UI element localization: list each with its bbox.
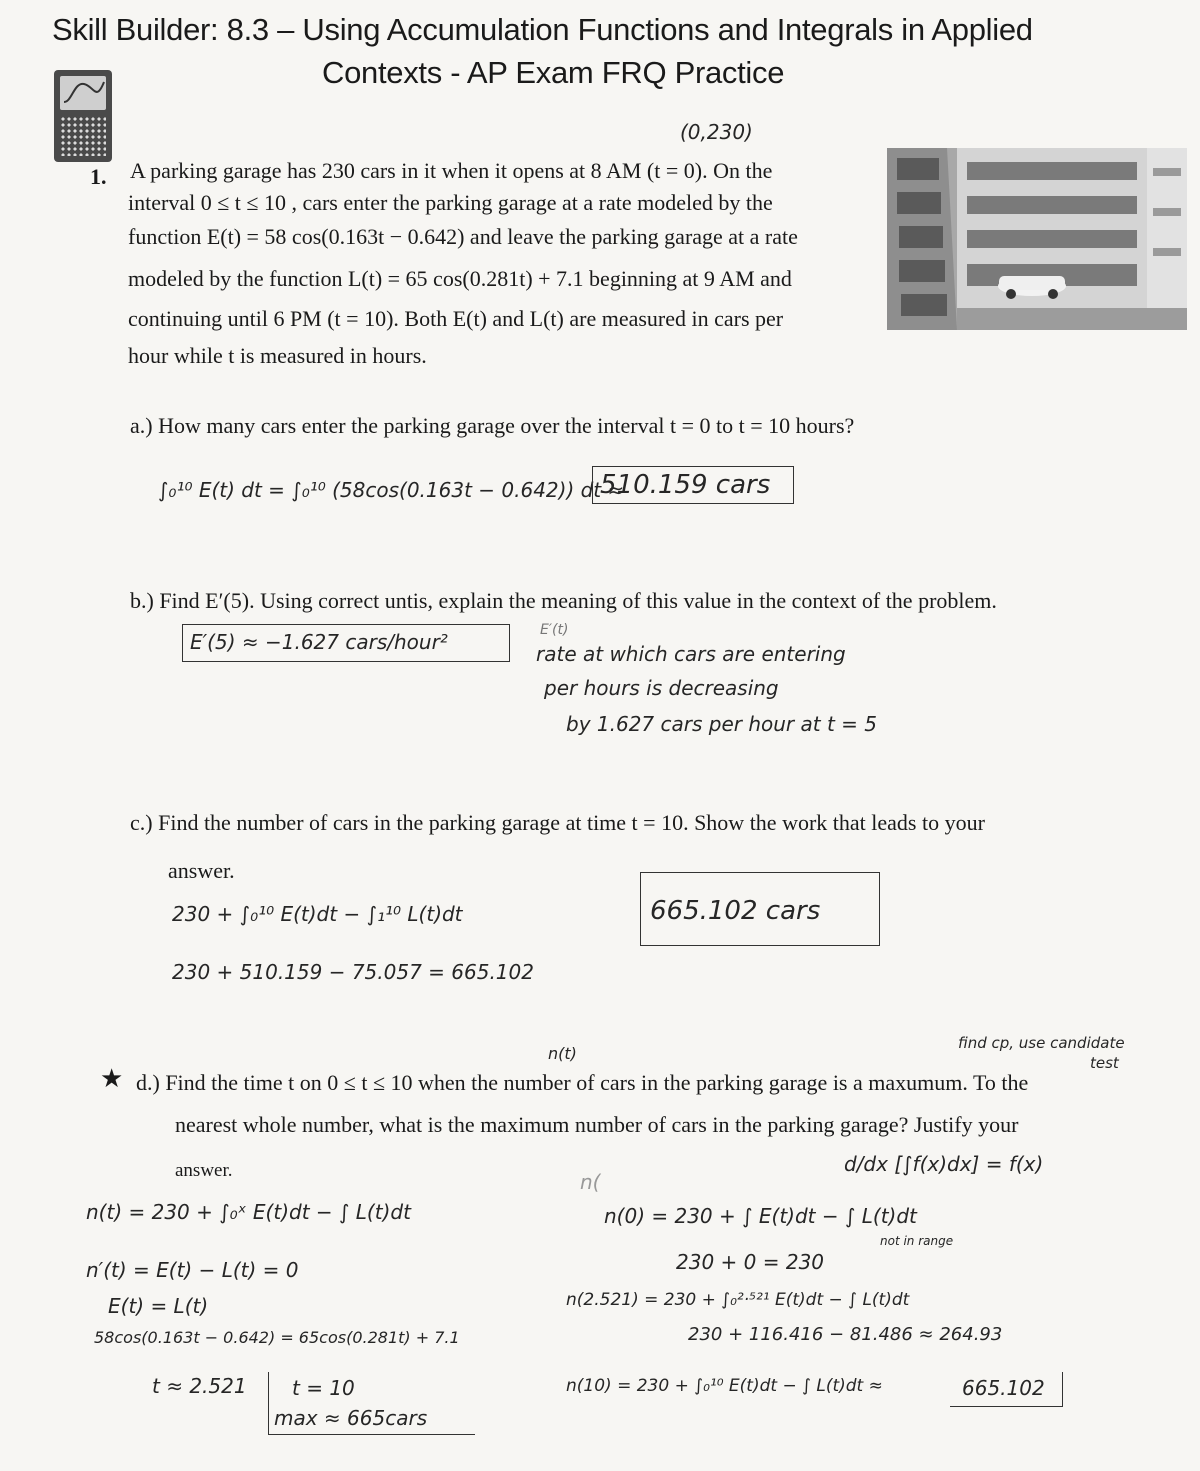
part-c-work-1: 230 + ∫₀¹⁰ E(t)dt − ∫₁¹⁰ L(t)dt — [172, 902, 463, 926]
part-d-right-2: 230 + 0 = 230 — [676, 1250, 825, 1274]
part-d-right-3: n(2.521) = 230 + ∫₀²·⁵²¹ E(t)dt − ∫ L(t)dt — [566, 1290, 910, 1310]
part-d-box-1: t = 10 — [292, 1376, 355, 1400]
part-b-answer: E′(5) ≈ −1.627 cars/hour² — [190, 630, 448, 654]
part-a-work: ∫₀¹⁰ E(t) dt = ∫₀¹⁰ (58cos(0.163t − 0.642)) dt ≈ — [158, 478, 625, 502]
part-d-question-2: nearest whole number, what is the maximum number of cars in the parking garage? Justify your — [175, 1112, 1019, 1137]
part-d-note-test: test — [1090, 1054, 1119, 1072]
part-d-ftc: d/dx [∫f(x)dx] = f(x) — [844, 1152, 1044, 1176]
star-icon: ★ — [100, 1064, 124, 1094]
part-d-left-2: n′(t) = E(t) − L(t) = 0 — [86, 1258, 299, 1282]
part-d-left-1: n(t) = 230 + ∫₀ˣ E(t)dt − ∫ L(t)dt — [86, 1200, 411, 1224]
part-c-answer: 665.102 cars — [650, 896, 821, 926]
part-d-note-cp: find cp, use candidate — [958, 1034, 1125, 1052]
part-b-explain-3: by 1.627 cars per hour at t = 5 — [566, 712, 877, 736]
problem-line-5: continuing until 6 PM (t = 10). Both E(t) and L(t) are measured in cars per — [128, 306, 784, 331]
part-a-answer: 510.159 cars — [600, 470, 771, 500]
part-b-explain-2: per hours is decreasing — [544, 676, 779, 700]
part-d-note-nt: n(t) — [548, 1044, 577, 1063]
part-b-question: b.) Find E′(5). Using correct untis, explain the meaning of this value in the context of the problem. — [130, 588, 997, 613]
part-d-right-4: 230 + 116.416 − 81.486 ≈ 264.93 — [688, 1324, 1003, 1345]
part-d-question: d.) Find the time t on 0 ≤ t ≤ 10 when the number of cars in the parking garage is a maxumum. To the — [136, 1070, 1029, 1095]
part-d-right-5: n(10) = 230 + ∫₀¹⁰ E(t)dt − ∫ L(t)dt ≈ — [566, 1376, 883, 1396]
part-d-box-2: max ≈ 665cars — [274, 1406, 428, 1430]
part-d-left-3: E(t) = L(t) — [108, 1294, 209, 1318]
calculator-icon — [54, 70, 112, 162]
page-title-line2: Contexts - AP Exam FRQ Practice — [322, 55, 785, 90]
part-d-question-3: answer. — [175, 1160, 233, 1181]
part-d-left-4: 58cos(0.163t − 0.642) = 65cos(0.281t) + 7.1 — [94, 1328, 460, 1347]
part-d-right-answer: 665.102 — [962, 1376, 1045, 1400]
part-c-question: c.) Find the number of cars in the parking garage at time t = 10. Show the work that leads to your — [130, 810, 985, 835]
problem-number: 1. — [90, 164, 107, 189]
parking-garage-photo — [887, 148, 1187, 330]
part-a-question: a.) How many cars enter the parking garage over the interval t = 0 to t = 10 hours? — [130, 413, 855, 438]
annotation-point: (0,230) — [680, 120, 753, 144]
part-d-right-note: not in range — [880, 1234, 954, 1248]
problem-line-1: A parking garage has 230 cars in it when it opens at 8 AM (t = 0). On the — [130, 158, 773, 183]
part-d-right-1: n(0) = 230 + ∫ E(t)dt − ∫ L(t)dt — [604, 1204, 917, 1228]
problem-line-2: interval 0 ≤ t ≤ 10 , cars enter the parking garage at a rate modeled by the — [128, 190, 773, 215]
part-d-left-5: t ≈ 2.521 — [152, 1374, 247, 1398]
part-b-label-small: E′(t) — [540, 622, 569, 638]
problem-line-3: function E(t) = 58 cos(0.163t − 0.642) and leave the parking garage at a rate — [128, 224, 798, 249]
part-c-work-2: 230 + 510.159 − 75.057 = 665.102 — [172, 960, 534, 984]
part-b-explain-1: rate at which cars are entering — [536, 642, 846, 666]
page-title-line1: Skill Builder: 8.3 – Using Accumulation Functions and Integrals in Applied — [52, 12, 1033, 47]
part-c-question-2: answer. — [168, 858, 235, 883]
problem-line-6: hour while t is measured in hours. — [128, 343, 427, 368]
problem-line-4: modeled by the function L(t) = 65 cos(0.281t) + 7.1 beginning at 9 AM and — [128, 266, 792, 291]
part-d-right-n: n( — [580, 1170, 601, 1194]
